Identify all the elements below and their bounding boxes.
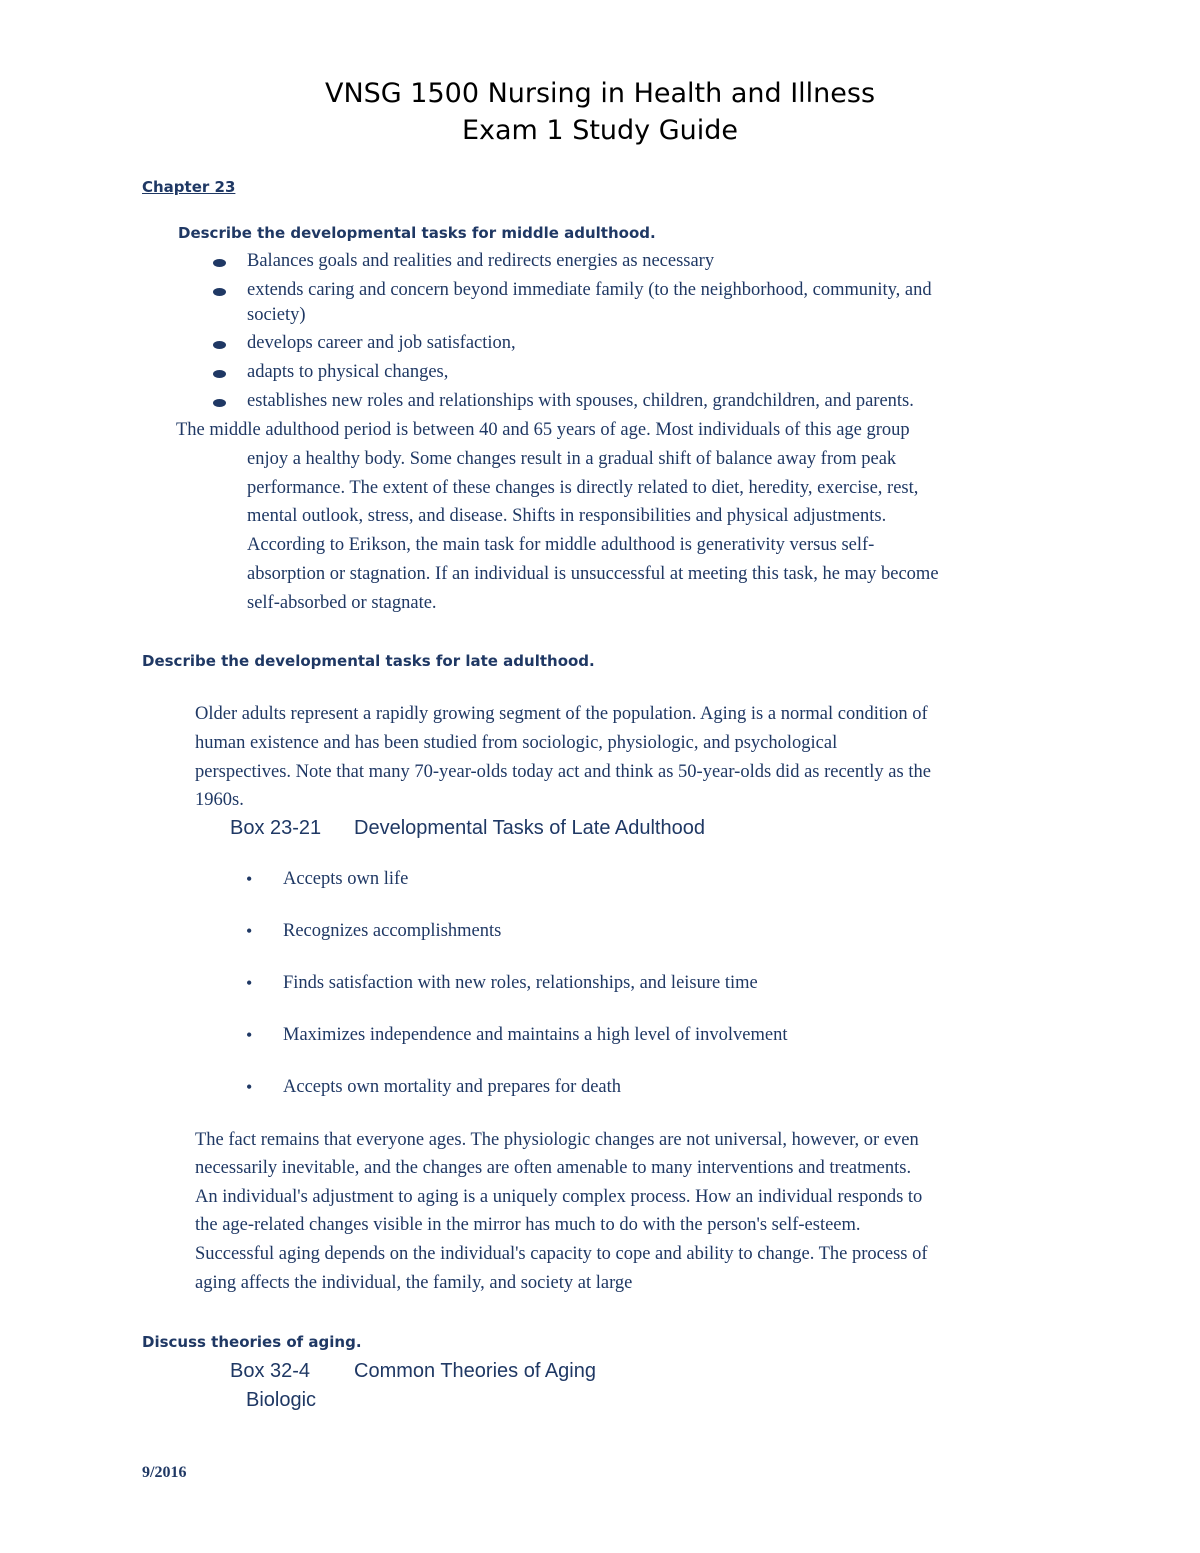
title-line-1: VNSG 1500 Nursing in Health and Illness bbox=[324, 78, 876, 109]
bullet-icon: • bbox=[246, 1077, 253, 1097]
late-task-item: Recognizes accomplishments bbox=[283, 921, 502, 941]
late-intro-line: perspectives. Note that many 70-year-olds today act and think as 50-year-olds did as recently as the bbox=[195, 762, 931, 782]
late-task-item: Finds satisfaction with new roles, relationships, and leisure time bbox=[283, 973, 758, 993]
footer-date: 9/2016 bbox=[142, 1464, 187, 1481]
late-closing-line: the age-related changes visible in the mirror has much to do with the person's self-esteem. bbox=[195, 1215, 861, 1235]
bullet-icon bbox=[213, 399, 226, 407]
bullet-icon: • bbox=[246, 1025, 253, 1045]
middle-paragraph-line: mental outlook, stress, and disease. Shifts in responsibilities and physical adjustments. bbox=[247, 506, 887, 526]
bullet-icon bbox=[213, 370, 226, 378]
middle-adulthood-heading: Describe the developmental tasks for middle adulthood. bbox=[178, 224, 656, 242]
middle-task-item: develops career and job satisfaction, bbox=[247, 333, 516, 353]
box-23-21-label: Box 23-21 bbox=[230, 817, 322, 839]
theories-heading: Discuss theories of aging. bbox=[142, 1333, 362, 1351]
middle-paragraph-line: enjoy a healthy body. Some changes result in a gradual shift of balance away from peak bbox=[247, 449, 897, 469]
bullet-icon: • bbox=[246, 973, 253, 993]
middle-task-item: adapts to physical changes, bbox=[247, 362, 449, 382]
middle-paragraph-line: absorption or stagnation. If an individual is unsuccessful at meeting this task, he may become bbox=[247, 564, 939, 584]
late-closing-line: necessarily inevitable, and the changes are often amenable to many interventions and treatments. bbox=[195, 1158, 912, 1178]
late-closing-line: The fact remains that everyone ages. The physiologic changes are not universal, however, or even bbox=[195, 1130, 919, 1150]
middle-task-item: establishes new roles and relationships with spouses, children, grandchildren, and parents. bbox=[247, 391, 914, 411]
late-task-item: Accepts own life bbox=[283, 869, 409, 889]
bullet-icon bbox=[213, 288, 226, 296]
middle-paragraph-line: The middle adulthood period is between 40 and 65 years of age. Most individuals of this age group bbox=[176, 420, 910, 440]
late-closing-line: aging affects the individual, the family, and society at large bbox=[195, 1273, 633, 1293]
late-closing-line: Successful aging depends on the individual's capacity to cope and ability to change. The process of bbox=[195, 1244, 928, 1264]
biologic-subheading: Biologic bbox=[246, 1389, 317, 1411]
late-intro-line: human existence and has been studied from sociologic, physiologic, and psychological bbox=[195, 733, 838, 753]
bullet-icon bbox=[213, 341, 226, 349]
late-task-item: Accepts own mortality and prepares for death bbox=[283, 1077, 622, 1097]
middle-task-item: extends caring and concern beyond immediate family (to the neighborhood, community, and bbox=[247, 280, 932, 300]
box-23-21-title: Developmental Tasks of Late Adulthood bbox=[354, 817, 705, 839]
bullet-icon: • bbox=[246, 921, 253, 941]
late-intro-line: 1960s. bbox=[195, 790, 244, 810]
chapter-label: Chapter 23 bbox=[142, 178, 236, 196]
bullet-icon: • bbox=[246, 869, 253, 889]
middle-paragraph-line: self-absorbed or stagnate. bbox=[247, 593, 437, 613]
middle-paragraph-line: performance. The extent of these changes is directly related to diet, heredity, exercise, rest, bbox=[247, 478, 919, 498]
middle-task-item: Balances goals and realities and redirects energies as necessary bbox=[247, 251, 715, 271]
middle-task-item-continued: society) bbox=[247, 305, 306, 325]
late-adulthood-heading: Describe the developmental tasks for late adulthood. bbox=[142, 652, 595, 670]
box-32-4-title: Common Theories of Aging bbox=[354, 1360, 596, 1382]
box-32-4-label: Box 32-4 bbox=[230, 1360, 311, 1382]
title-line-2: Exam 1 Study Guide bbox=[461, 115, 739, 146]
middle-paragraph-line: According to Erikson, the main task for middle adulthood is generativity versus self- bbox=[247, 535, 875, 555]
late-task-item: Maximizes independence and maintains a high level of involvement bbox=[283, 1025, 788, 1045]
bullet-icon bbox=[213, 259, 226, 267]
late-closing-line: An individual's adjustment to aging is a uniquely complex process. How an individual responds to bbox=[195, 1187, 923, 1207]
late-intro-line: Older adults represent a rapidly growing segment of the population. Aging is a normal condition of bbox=[195, 704, 928, 724]
